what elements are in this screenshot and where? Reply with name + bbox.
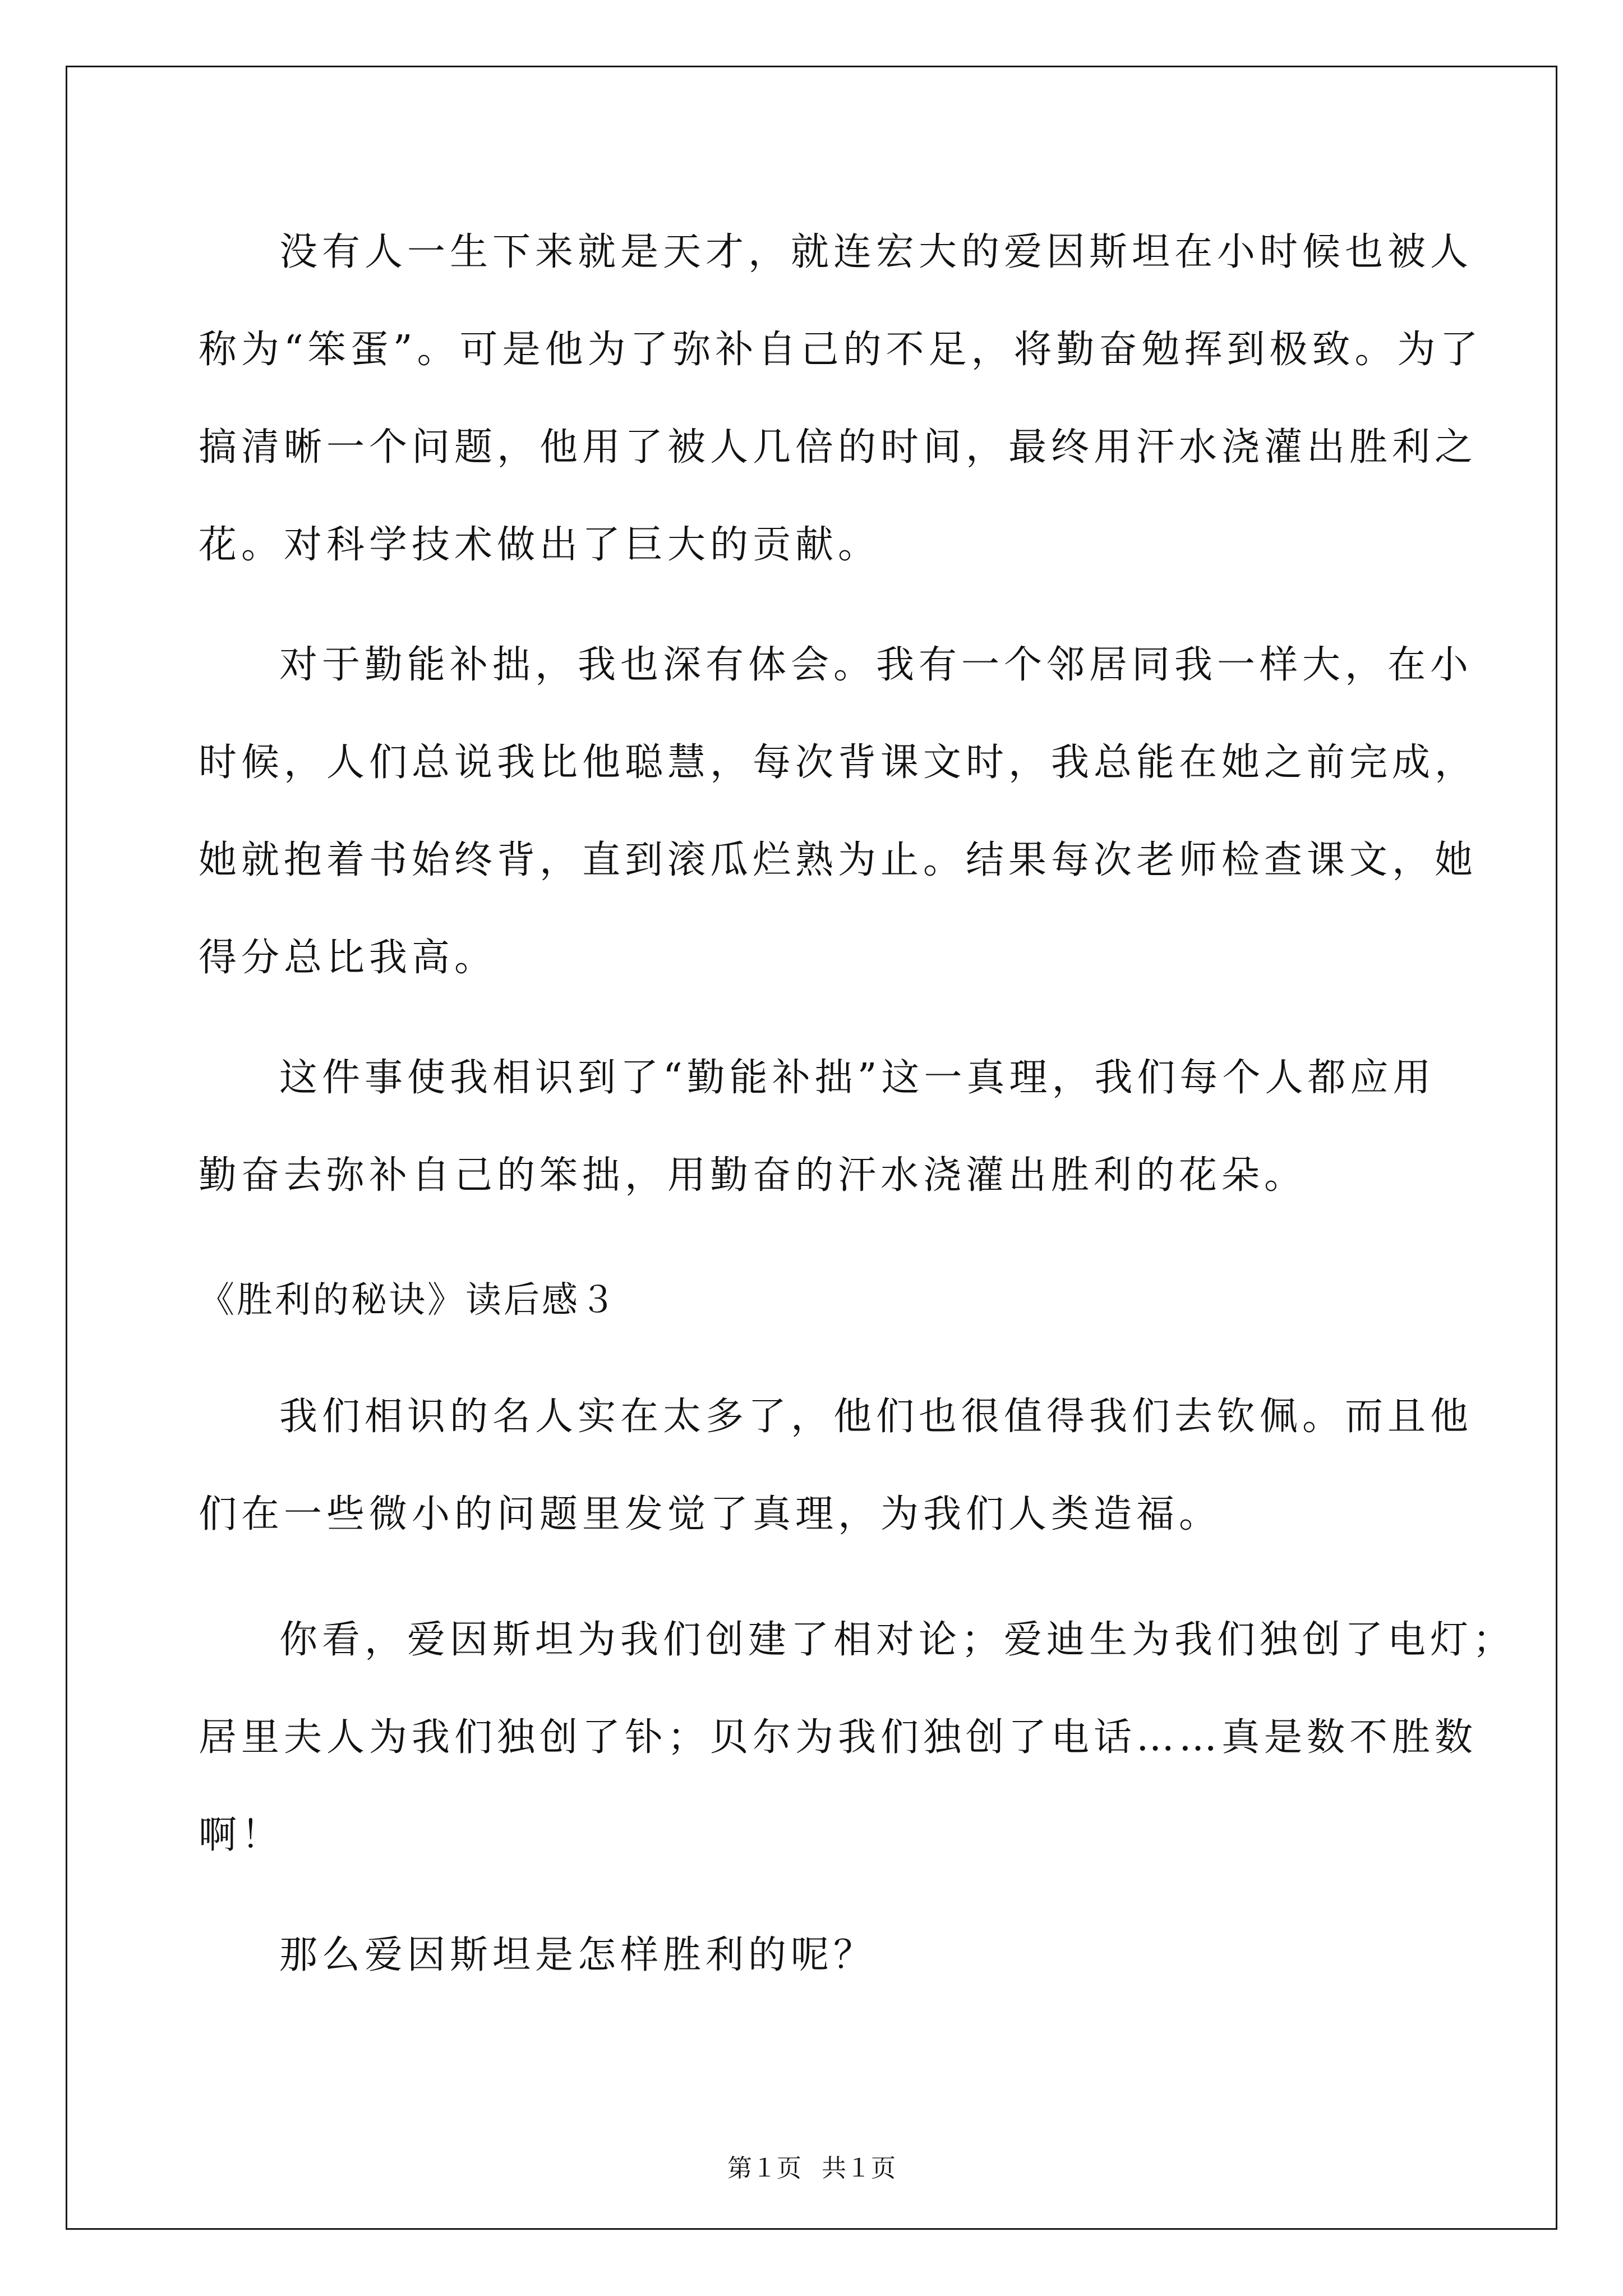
text-line: 她就抱着书始终背，直到滚瓜烂熟为止。结果每次老师检查课文，她 [199, 838, 1478, 882]
text-line: 你看，爱因斯坦为我们创建了相对论；爱迪生为我们独创了电灯； [279, 1618, 1516, 1662]
text-line: 勤奋去弥补自己的笨拙，用勤奋的汗水浇灌出胜利的花朵。 [199, 1153, 1307, 1198]
text-line: 搞清晰一个问题，他用了被人几倍的时间，最终用汗水浇灌出胜利之 [199, 425, 1478, 470]
text-line: 对于勤能补拙，我也深有体会。我有一个邻居同我一样大，在小 [279, 643, 1473, 687]
text-line: 啊！ [199, 1813, 284, 1857]
text-line: 这件事使我相识到了“勤能补拙”这一真理，我们每个人都应用 [279, 1056, 1436, 1100]
text-line: 没有人一生下来就是天才，就连宏大的爱因斯坦在小时候也被人 [279, 230, 1473, 274]
text-line: 那么爱因斯坦是怎样胜利的呢？ [279, 1933, 877, 1977]
text-line: 居里夫人为我们独创了钋；贝尔为我们独创了电话……真是数不胜数 [199, 1715, 1478, 1760]
text-line: 我们相识的名人实在太多了，他们也很值得我们去钦佩。而且他 [279, 1395, 1473, 1439]
text-line: 得分总比我高。 [199, 936, 497, 980]
section-heading: 《胜利的秘诀》读后感３ [199, 1280, 618, 1321]
page-total: 共１页 [822, 2154, 896, 2183]
text-line: 时候，人们总说我比他聪慧，每次背课文时，我总能在她之前完成， [199, 740, 1478, 785]
text-line: 花。对科学技术做出了巨大的贡献。 [199, 523, 881, 567]
text-line: 称为“笨蛋”。可是他为了弥补自己的不足，将勤奋勉挥到极致。为了 [199, 328, 1483, 372]
page-footer [0, 2153, 1623, 2184]
text-line: 们在一些微小的问题里发觉了真理，为我们人类造福。 [199, 1492, 1222, 1536]
page-border [66, 66, 1557, 2230]
page-number: 第１页 [727, 2154, 801, 2183]
